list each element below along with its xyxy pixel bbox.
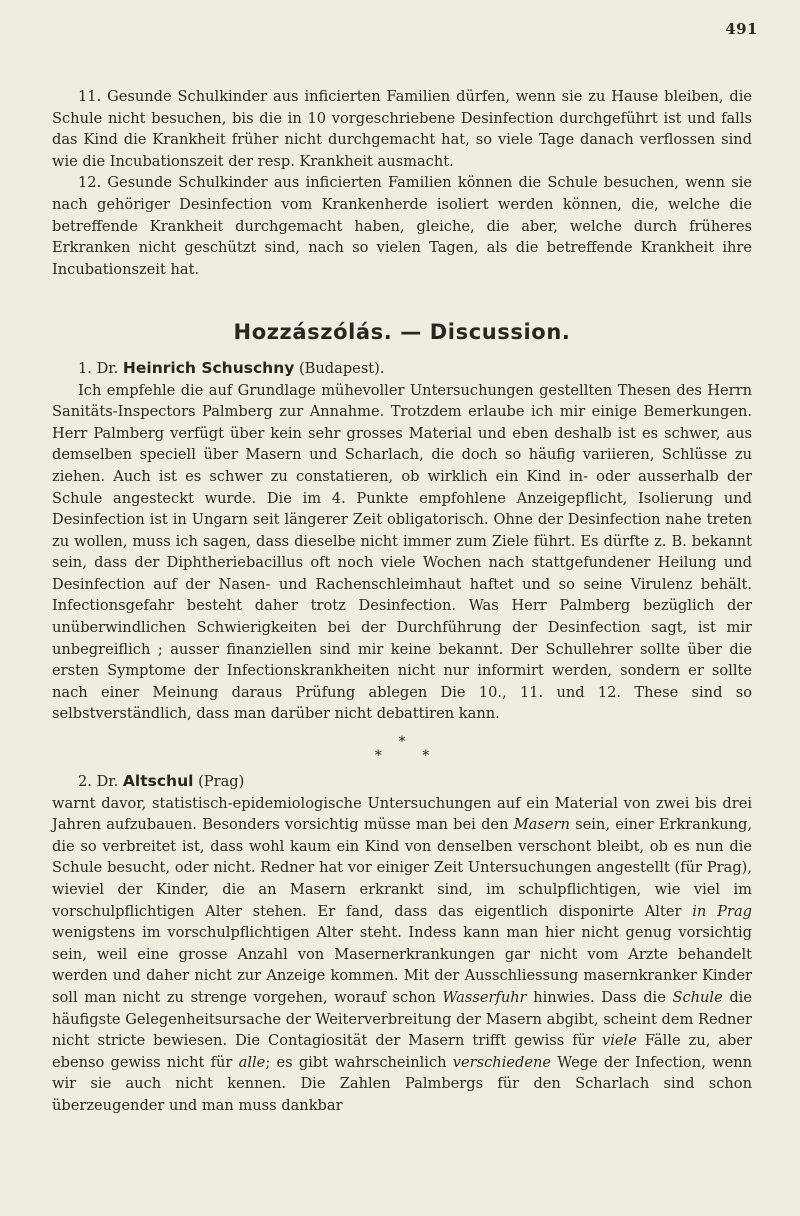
emphasis: verschiedene [452,1053,552,1071]
speaker-1-place: (Budapest). [294,359,385,377]
speaker-2-name: Altschul [122,772,194,791]
emphasis: in Prag [692,902,752,920]
emphasis: Masern [513,816,570,834]
thesis-12: 12. Gesunde Schulkinder aus inficierten Familien können die Schule besuchen, wenn sie nach gehöriger Desinfection vom Krankenherde isoliert werden können, die, welche die betreffende Krankheit durchgemacht haben, gleiche, die aber, welche durch früheres Erkranken nicht geschützt sind, nach so vielen Tagen, als die betreffende Krankheit ihre Incubationszeit hat. [52,174,752,278]
emphasis: viele [602,1032,637,1050]
text-run: Fälle zu, aber ebenso gewiss nicht für [52,1032,753,1071]
text-run: die häufigste Gelegenheitsursache der Weiterverbreitung der Masern abgibt, scheint dem Redner nicht stricte bewiesen. Die Contagiosität der Masern trifft gewiss für [52,988,752,1050]
speaker-1-prefix: 1. Dr. [78,359,123,377]
thesis-11: 11. Gesunde Schulkinder aus inficierten Familien dürfen, wenn sie zu Hause bleiben, die Schule nicht besuchen, bis die in 10 vorgeschriebene Desinfection durchgeführt ist und falls das Kind die Krankheit früher nicht durchgemacht hat, so viele Tage danach verflossen sind wie die Incubationszeit der resp. Krankheit ausmacht. [52,88,752,170]
speaker-1-line [52,358,752,380]
speaker-2-place: (Prag) [193,773,245,791]
emphasis: Schule [672,988,723,1006]
page-number: 491 [725,20,758,38]
text-run: wenigstens im vorschulpflichtigen Alter steht. Indess kann man hier nicht genug vorsichtig sein, weil eine grosse Anzahl von Masernerkrankungen gar nicht vom Arzte behandelt werden und daher nicht zur Anzeige kommen. Mit der Ausschliessung masernkranker Kinder soll man nicht zu strenge vorgehen, worauf schon [52,924,752,1006]
emphasis: Wasserfuhr [442,988,527,1006]
speaker-2-prefix: 2. Dr. [78,773,123,791]
text-run: sein, einer Erkrankung, die so verbreitet ist, dass wohl kaum ein Kind von denselben verschont bleibt, ob es nun die Schule besucht, oder nicht. Redner hat vor einiger Zeit Untersuchungen angestellt (für Prag), wieviel der Kinder, die an Masern erkrankt sind, im schulpflichtigen, wie viel im vorschulpflichtigen Alter stehen. Er fand, dass das eigentlich disponirte Alter [52,816,752,920]
text-run: hinwies. Dass die [526,988,673,1006]
text-run: ; es gibt wahrscheinlich [265,1053,453,1071]
star-top: * [398,734,406,751]
speaker-1-name: Heinrich Schuschny [122,358,295,377]
section-heading: Hozzászólás. — Discussion. [233,320,571,345]
page-body [52,86,752,1117]
star-bottom: * * [374,748,448,765]
text-run: warnt davor, statistisch-epidemiologische Untersuchungen auf ein Material von zwei bis drei Jahren aufzubauen. Besonders vorsichtig müsse man bei den [52,794,752,834]
text-run: Wege der Infection, wenn wir sie auch nicht kennen. Die Zahlen Palmbergs für den Scharlach sind schon überzeugender und man muss dankbar [52,1053,753,1114]
separator-stars [52,735,752,763]
speaker-1-statement: Ich empfehle die auf Grundlage mühevoller Untersuchungen gestellten Thesen des Herrn Sanitäts-Inspectors Palmberg zur Annahme. Trotzdem erlaube ich mir einige Bemerkungen. Herr Palmberg verfügt über kein sehr grosses Material und eben deshalb ist es schwer, aus demselben speciell über Masern und Scharlach, die doch so häufig variieren, Schlüsse zu ziehen. Auch ist es schwer zu constatieren, ob wirklich ein Kind in- oder ausserhalb der Schule angesteckt wurde. Die im 4. Punkte empfohlene Anzeigepflicht, Isolierung und Desinfection ist in Ungarn seit längerer Zeit obligatorisch. Ohne der Desinfection nahe treten zu wollen, muss ich sagen, dass dieselbe nicht immer zum Ziele führt. Es dürfte z. B. bekannt sein, dass der Diphtheriebacillus oft noch viele Wochen nach stattgefundener Heilung und Desinfection auf der Nasen- und Rachenschleimhaut haftet und so seine Virulenz behält. Infectionsgefahr besteht daher trotz Desinfection. Was Herr Palmberg bezüglich der unüberwindlichen Schwierigkeiten bei der Durchführung der Desinfection sagt, ist mir unbegreiflich ; ausser finanziellen sind mir keine bekannt. Der Schullehrer sollte über die ersten Symptome der Infectionskrankheiten nicht nur informirt werden, sondern er sollte nach einer Meinung daraus Prüfung ablegen Die 10., 11. und 12. These sind so selbstverständlich, dass man darüber nicht debattiren kann. [52,381,752,723]
speaker-2-statement [52,793,752,1117]
emphasis: alle [238,1053,266,1071]
speaker-2-line [52,771,752,793]
